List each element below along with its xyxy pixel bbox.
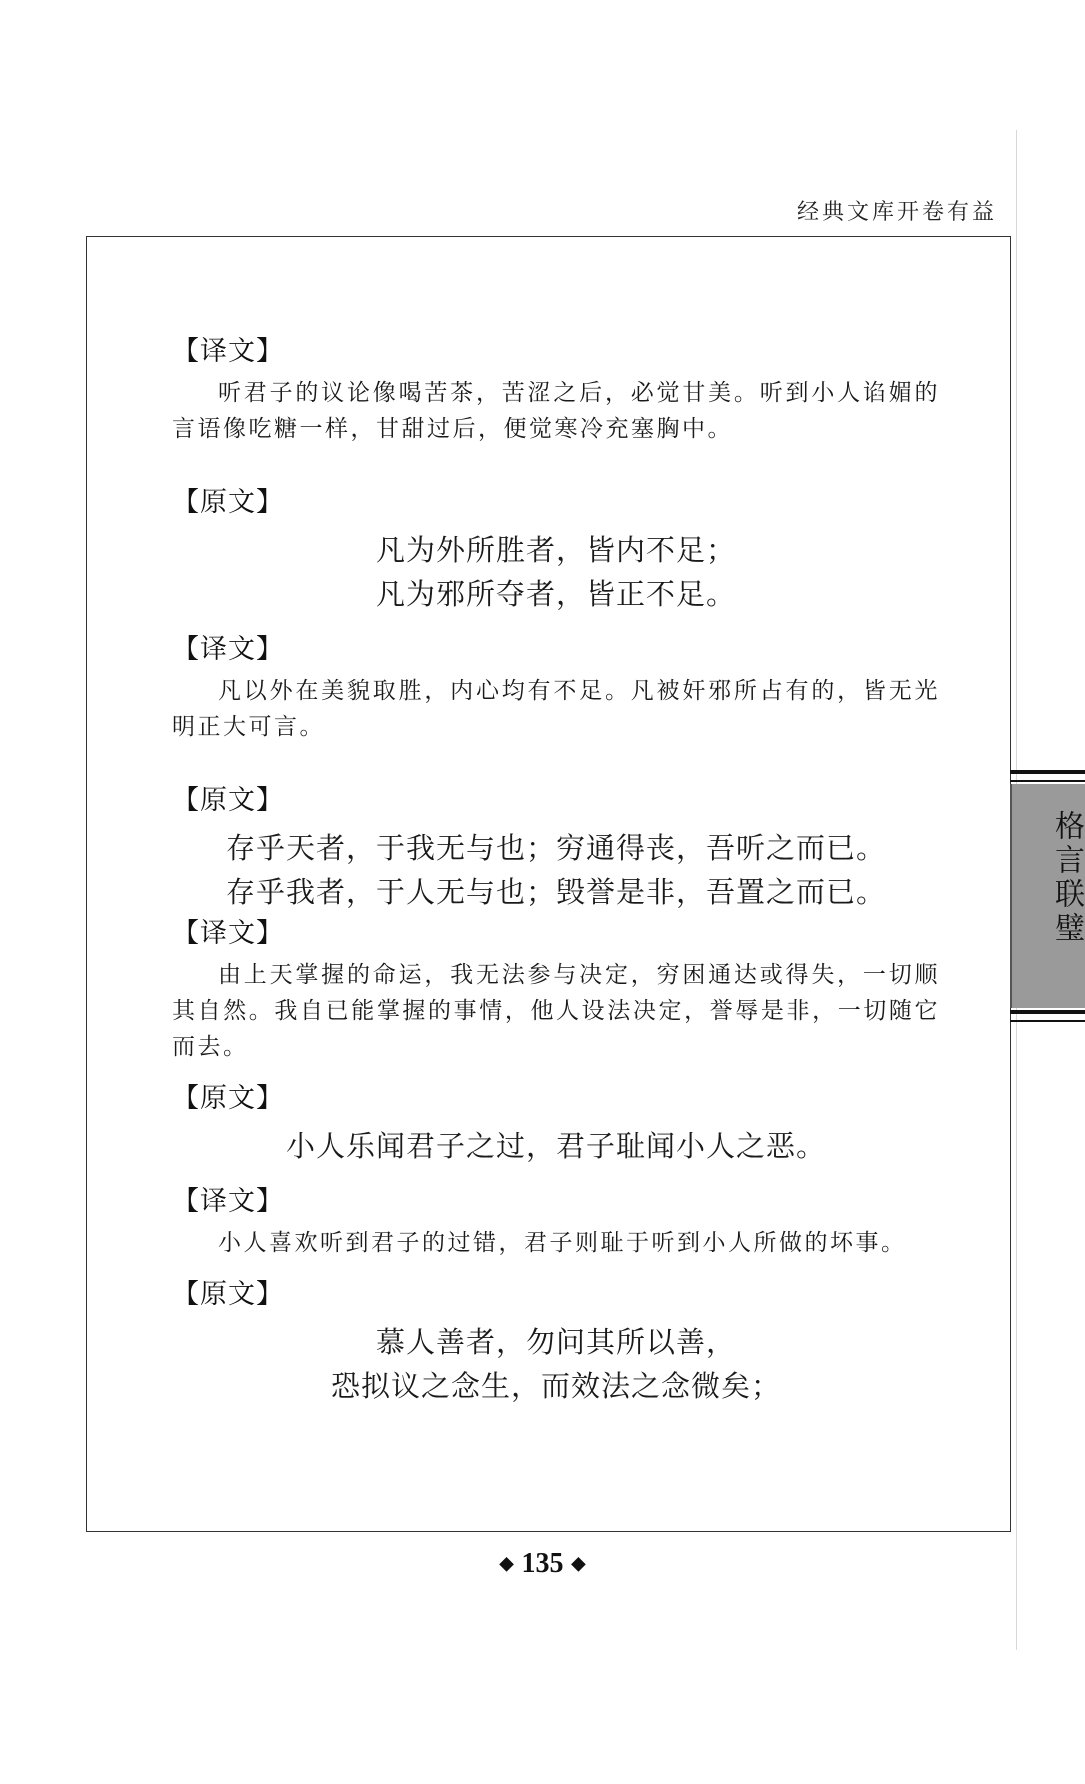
original-section (172, 1079, 940, 1168)
original-line: 存乎我者，于人无与也；毁誉是非，吾置之而已。 (225, 875, 886, 909)
original-text (172, 1124, 940, 1168)
chapter-side-tab (1010, 770, 1085, 1022)
translation-paragraph: 小人喜欢听到君子的过错，君子则耻于听到小人所做的坏事。 (218, 1230, 907, 1256)
translation-section (172, 630, 940, 745)
original-line: 凡为外所胜者，皆内不足； (375, 533, 736, 567)
section-label: 【译文】 (172, 918, 284, 949)
page-number-value: 135 (521, 1548, 564, 1579)
original-text (172, 1320, 940, 1408)
page-body (172, 332, 940, 1408)
original-text (172, 826, 940, 914)
original-line: 凡为邪所夺者，皆正不足。 (375, 577, 736, 611)
tab-bottom-rule (1010, 1010, 1085, 1022)
original-section (172, 483, 940, 616)
diamond-ornament-left: ◆ (499, 1553, 514, 1573)
section-label: 【原文】 (172, 1279, 284, 1310)
section-label: 【原文】 (172, 1083, 284, 1114)
original-section (172, 781, 940, 914)
translation-section (172, 1182, 940, 1261)
translation-paragraph: 由上天掌握的命运，我无法参与决定，穷困通达或得失，一切顺其自然。我自已能掌握的事情，他人设法决定，誉辱是非，一切随它而去。 (172, 962, 940, 1060)
original-section (172, 1275, 940, 1408)
section-label: 【原文】 (172, 487, 284, 518)
chapter-tab-label (1010, 810, 1085, 946)
section-label: 【译文】 (172, 634, 284, 665)
page-number (0, 1548, 1085, 1580)
section-label: 【原文】 (172, 785, 284, 816)
original-line: 恐拟议之念生，而效法之念微矣； (330, 1369, 781, 1403)
original-line: 慕人善者，勿问其所以善， (375, 1325, 736, 1359)
translation-section (172, 332, 940, 447)
tab-top-rule (1010, 770, 1085, 782)
translation-paragraph: 凡以外在美貌取胜，内心均有不足。凡被奸邪所占有的，皆无光明正大可言。 (172, 678, 940, 740)
original-line: 存乎天者，于我无与也；穷通得丧，吾听之而已。 (225, 831, 886, 865)
translation-section (172, 914, 940, 1065)
original-text (172, 528, 940, 616)
section-label: 【译文】 (172, 1186, 284, 1217)
original-line: 小人乐闻君子之过，君子耻闻小人之恶。 (285, 1129, 826, 1163)
translation-paragraph: 听君子的议论像喝苦茶，苦涩之后，必觉甘美。听到小人谄媚的言语像吃糖一样，甘甜过后，便觉寒冷充塞胸中。 (172, 380, 940, 442)
section-label: 【译文】 (172, 336, 284, 367)
diamond-ornament-right: ◆ (571, 1553, 586, 1573)
chapter-tab-text: 格言联璧 (1049, 810, 1084, 946)
running-header: 经典文库开卷有益 (796, 200, 997, 225)
